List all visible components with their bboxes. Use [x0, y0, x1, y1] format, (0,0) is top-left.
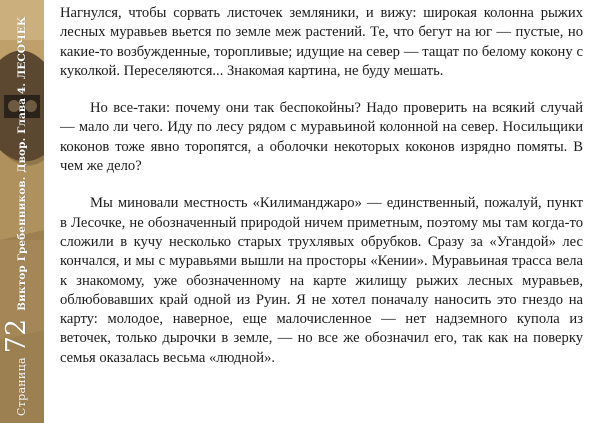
paragraph: Но все-таки: почему они так беспокойны? Надо проверить на всякий случай — мало ли чего. Иду по лесу рядом с муравьиной колонной на север. Носильщики коконов тоже явно торопятся, а оболочки некоторых коконов изрядно помяты. В чем же дело? [60, 100, 583, 175]
paragraph: Нагнулся, чтобы сорвать листочек земляники, и вижу: широкая колонна рыжих лесных муравьев вьется по земле меж растений. Те, что бегут на юг — пустые, но какие-то возбужденные, торопливые; идущие на север — тащат по белому кокону с куколкой. Переселяются... Знакомая картина, не буду мешать. [60, 5, 583, 79]
page-number: 72 [1, 318, 32, 354]
page-label: Страница [15, 357, 28, 416]
paragraph: Мы миновали местность «Килиманджаро» — единственный, пожалуй, пункт в Лесочке, не обозначенный природой ничем приметным, поэтому мы там когда-то сложили в кучу несколько старых трухлявых обрубков. Сразу за «Угандой» лес кончался, и мы с муравьями вышли на просторы «Кении». Муравьиная трасса вела к знакомому, уже обозначенному на карте жилищу рыжих лесных муравьев, облюбовавших край одной из Руин. Я не хотел поначалу наносить это гнездо на карту: молодое, наверное, еще малочисленное — нет надземного купола из веточек, только дырочки в земле, — но все же обозначил его, так как на поверку семья оказалась весьма «людной». [60, 195, 583, 366]
side-strip [0, 0, 44, 423]
page-sidebar-caption [3, 17, 30, 416]
chapter-title: Виктор Гребенников. Двор. Глава 4. ЛЕСОЧЕК [16, 16, 28, 311]
body-text [60, 4, 583, 386]
